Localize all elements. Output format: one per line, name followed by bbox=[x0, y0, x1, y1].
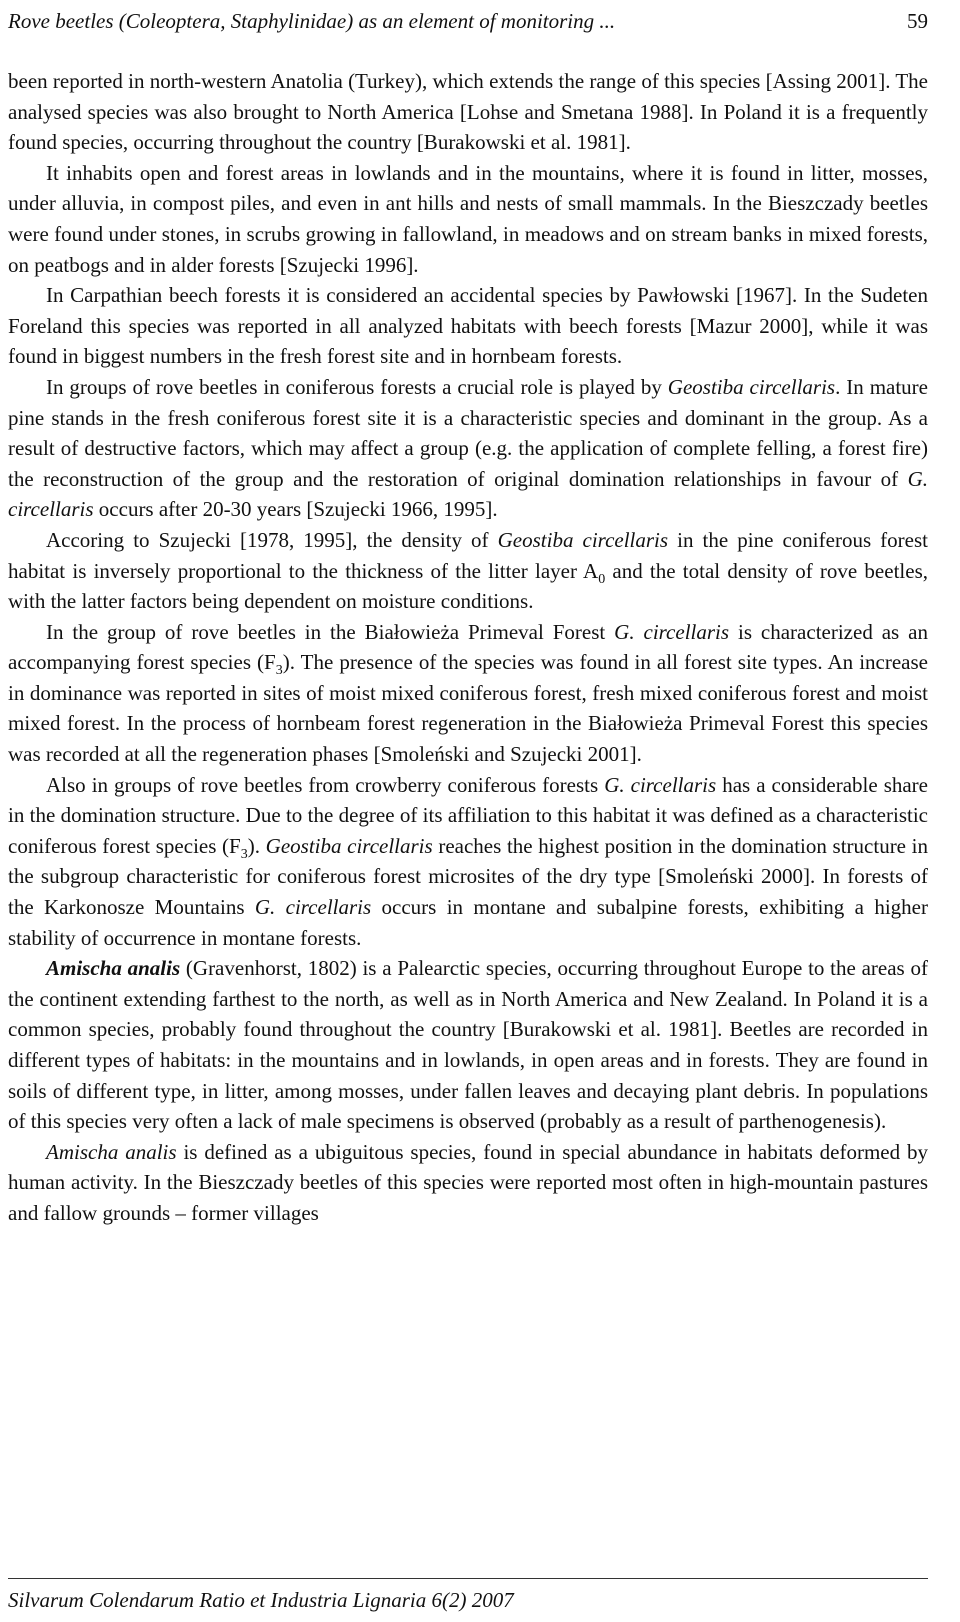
running-title: Rove beetles (Coleoptera, Staphylinidae) as an element of monitoring ... bbox=[8, 9, 616, 33]
paragraph bbox=[8, 158, 928, 280]
body-text bbox=[8, 66, 928, 1229]
text-run: has a considerable share in the domination structure. Due to the degree of its affiliation to this habitat it was defined as a characteristic coniferous forest species (F bbox=[8, 772, 928, 858]
text-run: . In mature pine stands in the fresh coniferous forest site it is a characteristic species and dominant in the group. As a result of destructive factors, which may affect a group (e.g. the application of complete felling, a forest fire) the reconstruction of the group and the restoration of original domination relationships in favour of bbox=[8, 374, 928, 491]
text-run: ). bbox=[247, 833, 266, 858]
text-run: It inhabits open and forest areas in lowlands and in the mountains, where it is found in litter, mosses, under alluvia, in compost piles, and even in ant hills and nests of small mammals. In the Bieszczady beetles were found under stones, in scrubs growing in fallowland, in meadows and on stream banks in mixed forests, on peatbogs and in alder forests [Szujecki 1996]. bbox=[8, 160, 928, 277]
subscript: 0 bbox=[598, 571, 606, 587]
paragraph bbox=[8, 280, 928, 372]
text-run: is defined as a ubiguitous species, found in special abundance in habitats deformed by human activity. In the Bieszczady beetles of this species were reported most often in high-mountain pastures and fallow grounds – former villages bbox=[8, 1139, 928, 1225]
paragraph bbox=[8, 770, 928, 954]
species-name: G. circellaris bbox=[254, 895, 372, 920]
text-run: and the total density of rove beetles, with the latter factors being dependent on moisture conditions. bbox=[8, 558, 928, 614]
paragraph bbox=[8, 617, 928, 770]
species-name: Amischa analis bbox=[46, 1139, 177, 1164]
text-run: ). The presence of the species was found in all forest site types. An increase in dominance was reported in sites of moist mixed coniferous forest, fresh mixed coniferous forest and moist mixed forest. In the process of hornbeam forest regeneration in the Białowieża Primeval Forest this species was recorded at all the regeneration phases [Smoleński and Szujecki 2001]. bbox=[8, 650, 928, 767]
footer-rule bbox=[8, 1578, 928, 1579]
species-name: Amischa analis bbox=[46, 956, 181, 981]
subscript: 3 bbox=[240, 847, 248, 863]
paragraph bbox=[8, 1137, 928, 1229]
text-run: Also in groups of rove beetles from crowberry coniferous forests bbox=[46, 772, 605, 797]
text-run: In Carpathian beech forests it is considered an accidental species by Pawłowski [1967]. In the Sudeten Foreland this species was reported in all analyzed habitats with beech forests [Mazur 2000], while it was found in biggest numbers in the fresh forest site and in hornbeam forests. bbox=[8, 283, 928, 369]
text-run: is characterized as an accompanying forest species (F bbox=[8, 619, 928, 675]
species-name: G. circellaris bbox=[8, 466, 928, 522]
text-run: occurs in montane and subalpine forests, exhibiting a higher stability of occurrence in montane forests. bbox=[8, 895, 928, 950]
text-run: In the group of rove beetles in the Białowieża Primeval Forest bbox=[46, 619, 615, 644]
species-name: G. circellaris bbox=[614, 619, 730, 644]
page-number: 59 bbox=[907, 9, 928, 33]
paragraph bbox=[8, 953, 928, 1137]
journal-footer: Silvarum Colendarum Ratio et Industria Lignaria 6(2) 2007 bbox=[8, 1588, 514, 1612]
species-name: Geostiba circellaris bbox=[667, 374, 836, 399]
species-name: Geostiba circellaris bbox=[497, 527, 669, 552]
text-run: occurs after 20-30 years [Szujecki 1966, 1995]. bbox=[93, 497, 498, 522]
text-run: (Gravenhorst, 1802) is a Palearctic species, occurring throughout Europe to the areas of the continent extending farthest to the north, as well as in North America and New Zealand. In Poland it is a common species, probably found throughout the country [Burakowski et al. 1981]. Beetles are recorded in different types of habitats: in the mountains and in lowlands, in open areas and in forests. They are found in soils of different type, in litter, among mosses, under fallen leaves and decaying plant debris. In populations of this species very often a lack of male specimens is observed (probably as a result of parthenogenesis). bbox=[8, 956, 928, 1134]
subscript: 3 bbox=[275, 663, 283, 679]
species-name: Geostiba circellaris bbox=[265, 833, 433, 858]
paragraph bbox=[8, 372, 928, 525]
text-run: In groups of rove beetles in coniferous forests a crucial role is played by bbox=[46, 374, 668, 399]
text-run: reaches the highest position in the domination structure in the subgroup characteristic for coniferous forest microsites of the dry type [Smoleński 2000]. In forests of the Karkonosze Mountains bbox=[8, 833, 928, 920]
text-run: Accoring to Szujecki [1978, 1995], the density of bbox=[46, 527, 498, 552]
paragraph bbox=[8, 66, 928, 158]
species-name: G. circellaris bbox=[604, 772, 717, 797]
text-run: in the pine coniferous forest habitat is inversely proportional to the thickness of the litter layer A bbox=[8, 527, 928, 583]
running-header bbox=[8, 6, 928, 36]
paragraph bbox=[8, 525, 928, 617]
text-run: been reported in north-western Anatolia (Turkey), which extends the range of this species [Assing 2001]. The analysed species was also brought to North America [Lohse and Smetana 1988]. In Poland it is a frequently found species, occurring throughout the country [Burakowski et al. 1981]. bbox=[8, 69, 928, 155]
